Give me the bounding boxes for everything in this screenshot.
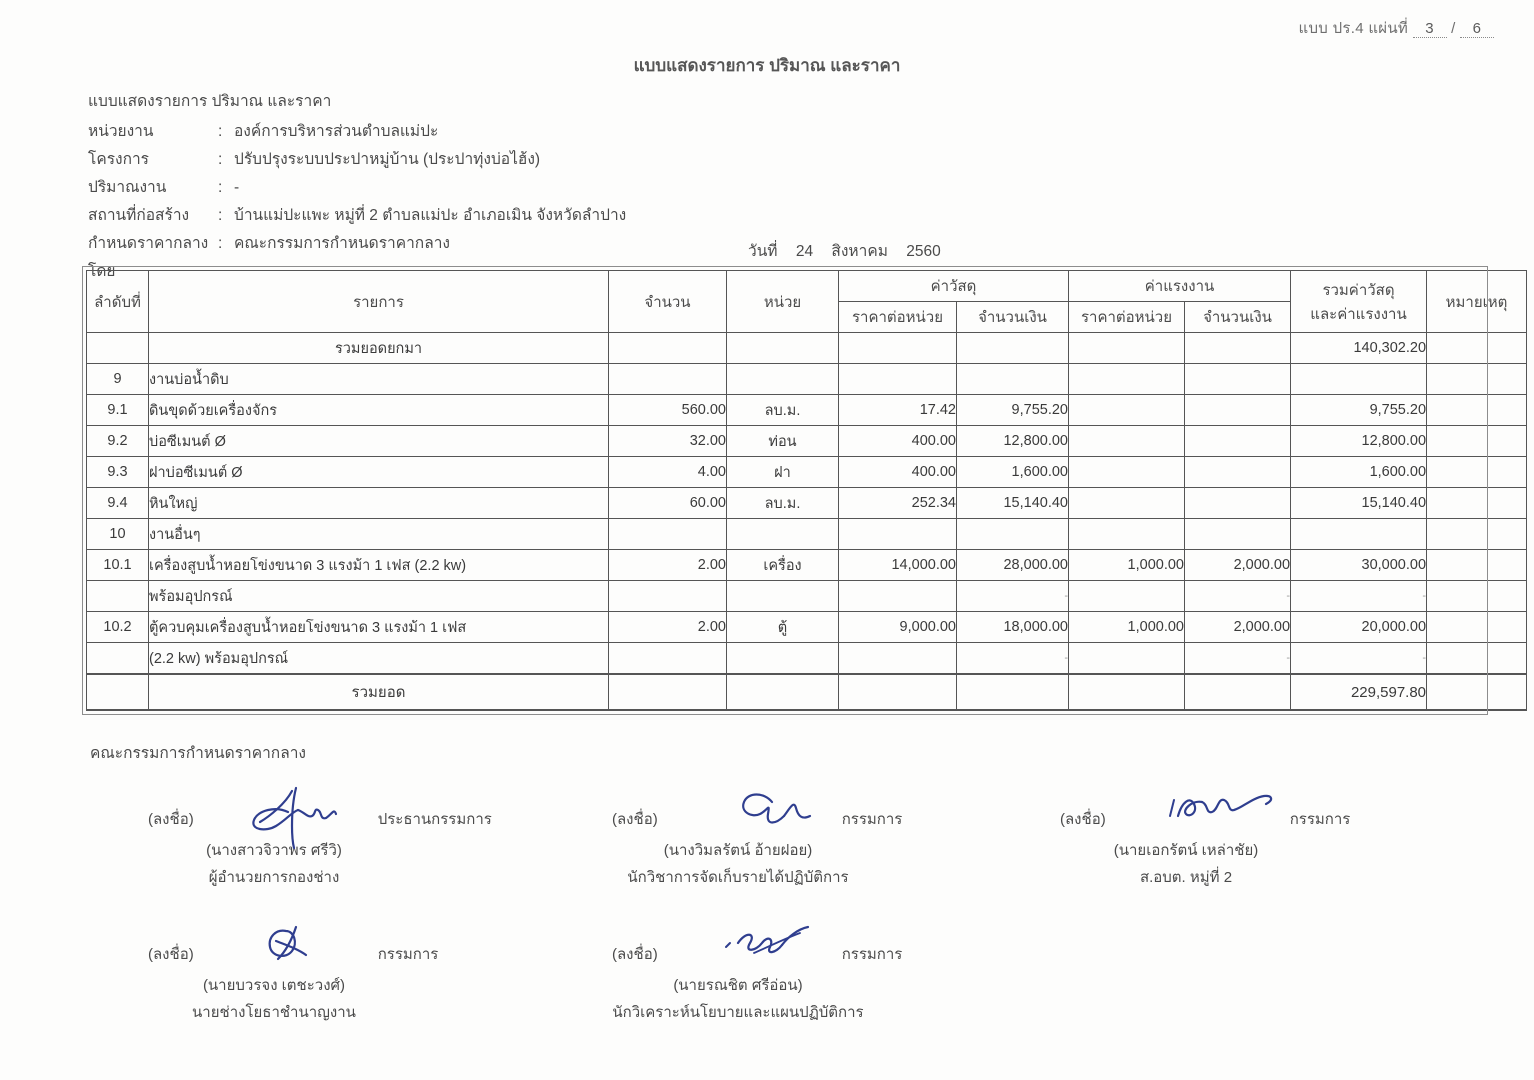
cell-material-unit-price: 400.00 xyxy=(839,457,957,488)
cell-description: งานบ่อน้ำดิบ xyxy=(149,364,609,395)
signature-position: นักวิเคราะห์นโยบายและแผนปฏิบัติการ xyxy=(612,1004,864,1021)
cell-remark xyxy=(1427,612,1527,643)
cell-description: งานอื่นๆ xyxy=(149,519,609,550)
cell-material-amount: 12,800.00 xyxy=(957,426,1069,457)
total-seq-cell xyxy=(87,674,149,710)
cell-seq: 10.1 xyxy=(87,550,149,581)
header-combined-total xyxy=(1291,271,1427,333)
cell-quantity xyxy=(609,333,727,364)
cell-labor-amount: 2,000.00 xyxy=(1185,550,1291,581)
meta-colon-agency: : xyxy=(218,123,223,140)
total-labor-amount xyxy=(1185,674,1291,710)
cell-combined-total: 1,600.00 xyxy=(1291,457,1427,488)
header-labor-unit-price: ราคาต่อหน่วย xyxy=(1069,302,1185,333)
cell-labor-amount: - xyxy=(1185,643,1291,675)
cell-combined-total xyxy=(1291,364,1427,395)
cell-labor-unit-price: 1,000.00 xyxy=(1069,612,1185,643)
cell-remark xyxy=(1427,488,1527,519)
cell-material-unit-price xyxy=(839,581,957,612)
cell-description: หินใหญ่ xyxy=(149,488,609,519)
cell-labor-unit-price xyxy=(1069,426,1185,457)
cell-combined-total: 15,140.40 xyxy=(1291,488,1427,519)
cell-unit: ท่อน xyxy=(727,426,839,457)
cell-material-amount: - xyxy=(957,643,1069,675)
cell-material-amount: 28,000.00 xyxy=(957,550,1069,581)
meta-value-agency: องค์การบริหารส่วนตำบลแม่ปะ xyxy=(234,123,439,140)
cell-remark xyxy=(1427,519,1527,550)
total-material-amount xyxy=(957,674,1069,710)
table-row xyxy=(87,643,1527,675)
cell-labor-unit-price xyxy=(1069,457,1185,488)
cell-seq: 9 xyxy=(87,364,149,395)
cell-quantity xyxy=(609,581,727,612)
signature-line xyxy=(612,937,902,971)
signature-block-committee-1 xyxy=(612,802,902,889)
cell-material-unit-price: 400.00 xyxy=(839,426,957,457)
cell-description: ตู้ควบคุมเครื่องสูบน้ำหอยโข่งขนาด 3 แรงม้า 1 เฟส xyxy=(149,612,609,643)
cell-material-unit-price xyxy=(839,333,957,364)
total-label: รวมยอด xyxy=(149,674,609,710)
header-labor-amount: จำนวนเงิน xyxy=(1185,302,1291,333)
cell-quantity: 4.00 xyxy=(609,457,727,488)
cell-labor-amount xyxy=(1185,457,1291,488)
signature-slot[interactable] xyxy=(1112,802,1280,836)
cell-seq xyxy=(87,333,149,364)
sign-prefix: (ลงชื่อ) xyxy=(612,946,658,963)
cell-combined-total: - xyxy=(1291,581,1427,612)
cell-material-unit-price xyxy=(839,643,957,675)
cell-unit xyxy=(727,581,839,612)
sign-prefix: (ลงชื่อ) xyxy=(148,946,194,963)
signature-role: กรรมการ xyxy=(1289,811,1351,828)
cell-unit: ฝา xyxy=(727,457,839,488)
cell-combined-total: - xyxy=(1291,643,1427,675)
cell-quantity: 2.00 xyxy=(609,550,727,581)
cell-labor-amount: - xyxy=(1185,581,1291,612)
cell-material-amount xyxy=(957,519,1069,550)
cell-material-unit-price: 252.34 xyxy=(839,488,957,519)
signature-name: (นายรณชิต ศรีอ่อน) xyxy=(673,977,803,994)
cell-material-unit-price xyxy=(839,364,957,395)
signature-role: ประธานกรรมการ xyxy=(377,811,492,828)
meta-label-work-quantity: ปริมาณงาน xyxy=(88,179,167,196)
cell-description: พร้อมอุปกรณ์ xyxy=(149,581,609,612)
signature-slot[interactable] xyxy=(664,802,832,836)
cell-seq xyxy=(87,643,149,675)
signature-block-chairman xyxy=(148,802,492,889)
cell-material-amount: 1,600.00 xyxy=(957,457,1069,488)
table-row xyxy=(87,333,1527,364)
cell-description: ดินขุดด้วยเครื่องจักร xyxy=(149,395,609,426)
cell-quantity: 32.00 xyxy=(609,426,727,457)
header-combined-total-line1: รวมค่าวัสดุ xyxy=(1322,281,1395,299)
cell-labor-unit-price xyxy=(1069,395,1185,426)
cell-material-amount xyxy=(957,364,1069,395)
cell-combined-total: 12,800.00 xyxy=(1291,426,1427,457)
cell-quantity: 2.00 xyxy=(609,612,727,643)
table-row xyxy=(87,426,1527,457)
cell-seq xyxy=(87,581,149,612)
header-unit: หน่วย xyxy=(727,271,839,333)
signature-name: (นายบวรจง เตชะวงศ์) xyxy=(202,977,346,994)
signature-role: กรรมการ xyxy=(841,811,903,828)
total-material-unit-price-cell xyxy=(839,674,957,710)
cell-quantity xyxy=(609,519,727,550)
cell-quantity xyxy=(609,643,727,675)
total-unit-cell xyxy=(727,674,839,710)
table-row xyxy=(87,457,1527,488)
cell-combined-total xyxy=(1291,519,1427,550)
cell-labor-amount xyxy=(1185,364,1291,395)
cell-description: รวมยอดยกมา xyxy=(149,333,609,364)
meta-label-agency: หน่วยงาน xyxy=(88,123,154,140)
cell-material-unit-price xyxy=(839,519,957,550)
table-row xyxy=(87,395,1527,426)
form-code-separator: / xyxy=(1451,20,1456,37)
cell-labor-unit-price xyxy=(1069,643,1185,675)
cell-description: เครื่องสูบน้ำหอยโข่งขนาด 3 แรงม้า 1 เฟส (2.2 kw) xyxy=(149,550,609,581)
form-code-prefix: แบบ ปร.4 แผ่นที่ xyxy=(1298,20,1409,37)
signature-line xyxy=(148,937,438,971)
cell-labor-unit-price xyxy=(1069,581,1185,612)
sign-prefix: (ลงชื่อ) xyxy=(612,811,658,828)
table-body xyxy=(87,333,1527,711)
header-combined-total-line2: และค่าแรงงาน xyxy=(1310,305,1407,323)
handwritten-signature-icon xyxy=(200,921,368,981)
cell-material-amount: - xyxy=(957,581,1069,612)
cell-remark xyxy=(1427,457,1527,488)
header-material-amount: จำนวนเงิน xyxy=(957,302,1069,333)
cell-seq: 9.3 xyxy=(87,457,149,488)
header-labor-group: ค่าแรงงาน xyxy=(1069,271,1291,302)
date-day: 24 xyxy=(795,243,814,260)
meta-heading: แบบแสดงรายการ ปริมาณ และราคา xyxy=(88,93,332,110)
meta-value-project: ปรับปรุงระบบประปาหมู่บ้าน (ประปาทุ่งบ่อไฮ้ง) xyxy=(234,151,541,168)
signature-slot[interactable] xyxy=(664,937,832,971)
form-code-total-sheets: 6 xyxy=(1460,20,1494,38)
cell-seq: 9.1 xyxy=(87,395,149,426)
signature-position: ส.อบต. หมู่ที่ 2 xyxy=(1139,869,1233,886)
total-remark xyxy=(1427,674,1527,710)
cell-labor-amount xyxy=(1185,426,1291,457)
cell-material-unit-price: 14,000.00 xyxy=(839,550,957,581)
cell-quantity: 560.00 xyxy=(609,395,727,426)
handwritten-signature-icon xyxy=(664,786,832,846)
committee-heading: คณะกรรมการกำหนดราคากลาง xyxy=(90,745,306,762)
cell-combined-total: 20,000.00 xyxy=(1291,612,1427,643)
date-month: สิงหาคม xyxy=(831,243,888,260)
cell-seq: 10 xyxy=(87,519,149,550)
document-date xyxy=(748,238,955,263)
meta-colon-project: : xyxy=(218,151,223,168)
meta-value-location: บ้านแม่ปะแพะ หมู่ที่ 2 ตำบลแม่ปะ อำเภอเมิน จังหวัดลำปาง xyxy=(234,207,627,224)
header-seq: ลำดับที่ xyxy=(87,271,149,333)
cell-unit: ลบ.ม. xyxy=(727,395,839,426)
cell-unit: เครื่อง xyxy=(727,550,839,581)
meta-label-project: โครงการ xyxy=(88,151,150,168)
cell-description: บ่อซีเมนต์ Ø xyxy=(149,426,609,457)
cell-material-unit-price: 17.42 xyxy=(839,395,957,426)
cell-labor-amount: 2,000.00 xyxy=(1185,612,1291,643)
cell-unit xyxy=(727,643,839,675)
cell-remark xyxy=(1427,426,1527,457)
cell-material-amount: 9,755.20 xyxy=(957,395,1069,426)
signature-block-committee-4 xyxy=(612,937,902,1024)
cell-unit: ตู้ xyxy=(727,612,839,643)
cell-unit xyxy=(727,333,839,364)
meta-label-priced-by: กำหนดราคากลางโดย xyxy=(88,235,209,280)
cell-labor-unit-price xyxy=(1069,364,1185,395)
signature-line xyxy=(1060,802,1350,836)
page-title: แบบแสดงรายการ ปริมาณ และราคา xyxy=(633,56,901,75)
cell-remark xyxy=(1427,364,1527,395)
cell-seq: 10.2 xyxy=(87,612,149,643)
meta-row-work-quantity xyxy=(88,174,626,202)
meta-value-priced-by: คณะกรรมการกำหนดราคากลาง xyxy=(234,235,450,252)
header-quantity: จำนวน xyxy=(609,271,727,333)
signature-role: กรรมการ xyxy=(841,946,903,963)
cell-unit xyxy=(727,364,839,395)
total-quantity-cell xyxy=(609,674,727,710)
boq-table xyxy=(86,270,1527,711)
signature-name: (นางวิมลรัตน์ อ้ายฝอย) xyxy=(663,842,813,859)
meta-colon-location: : xyxy=(218,207,223,224)
cell-seq: 9.2 xyxy=(87,426,149,457)
cell-remark xyxy=(1427,643,1527,675)
cell-labor-unit-price xyxy=(1069,519,1185,550)
cell-material-amount: 15,140.40 xyxy=(957,488,1069,519)
cell-labor-unit-price: 1,000.00 xyxy=(1069,550,1185,581)
cell-seq: 9.4 xyxy=(87,488,149,519)
handwritten-signature-icon xyxy=(664,921,832,981)
date-label: วันที่ xyxy=(748,243,778,260)
table-row xyxy=(87,581,1527,612)
document-meta xyxy=(88,88,626,286)
meta-colon-priced-by: : xyxy=(218,235,223,252)
handwritten-signature-icon xyxy=(200,786,368,846)
table-header-row-1 xyxy=(87,271,1527,302)
cell-unit: ลบ.ม. xyxy=(727,488,839,519)
signature-line xyxy=(612,802,902,836)
cell-unit xyxy=(727,519,839,550)
signature-block-committee-3 xyxy=(148,937,438,1024)
meta-row-location xyxy=(88,202,626,230)
meta-label-location: สถานที่ก่อสร้าง xyxy=(88,207,190,224)
table-row xyxy=(87,550,1527,581)
meta-row-agency xyxy=(88,118,626,146)
handwritten-signature-icon xyxy=(1112,786,1280,846)
table-row xyxy=(87,364,1527,395)
cell-remark xyxy=(1427,550,1527,581)
table-head xyxy=(87,271,1527,333)
header-material-group: ค่าวัสดุ xyxy=(839,271,1069,302)
table-row xyxy=(87,519,1527,550)
cell-labor-unit-price xyxy=(1069,488,1185,519)
meta-colon-work-quantity: : xyxy=(218,179,223,196)
signature-role: กรรมการ xyxy=(377,946,439,963)
signature-position: ผู้อำนวยการกองช่าง xyxy=(208,869,340,886)
table-total-row xyxy=(87,674,1527,710)
table-row xyxy=(87,612,1527,643)
sign-prefix: (ลงชื่อ) xyxy=(148,811,194,828)
cell-description: (2.2 kw) พร้อมอุปกรณ์ xyxy=(149,643,609,675)
sign-prefix: (ลงชื่อ) xyxy=(1060,811,1106,828)
table-row xyxy=(87,488,1527,519)
header-remark: หมายเหตุ xyxy=(1427,271,1527,333)
meta-value-work-quantity: - xyxy=(234,179,240,196)
cell-material-amount: 18,000.00 xyxy=(957,612,1069,643)
cell-description: ฝาบ่อซีเมนต์ Ø xyxy=(149,457,609,488)
cell-quantity: 60.00 xyxy=(609,488,727,519)
signature-slot[interactable] xyxy=(200,802,368,836)
cell-labor-amount xyxy=(1185,395,1291,426)
header-description: รายการ xyxy=(149,271,609,333)
cell-remark xyxy=(1427,333,1527,364)
boq-table-container xyxy=(86,270,1508,711)
signature-name: (นายเอกรัตน์ เหล่าชัย) xyxy=(1113,842,1259,859)
cell-material-unit-price: 9,000.00 xyxy=(839,612,957,643)
header-material-unit-price: ราคาต่อหน่วย xyxy=(839,302,957,333)
form-code xyxy=(1298,16,1494,40)
meta-row-project xyxy=(88,146,626,174)
cell-combined-total: 30,000.00 xyxy=(1291,550,1427,581)
signature-position: นายช่างโยธาชำนาญงาน xyxy=(192,1004,356,1021)
cell-labor-amount xyxy=(1185,333,1291,364)
total-labor-unit-price-cell xyxy=(1069,674,1185,710)
form-code-sheet: 3 xyxy=(1413,20,1447,38)
signature-name: (นางสาวจิวาพร ศรีวิ) xyxy=(206,842,342,859)
signature-position: นักวิชาการจัดเก็บรายได้ปฏิบัติการ xyxy=(627,869,849,886)
cell-labor-amount xyxy=(1185,519,1291,550)
cell-labor-amount xyxy=(1185,488,1291,519)
total-combined: 229,597.80 xyxy=(1291,674,1427,710)
signature-block-committee-2 xyxy=(1060,802,1350,889)
cell-material-amount xyxy=(957,333,1069,364)
cell-quantity xyxy=(609,364,727,395)
signature-slot[interactable] xyxy=(200,937,368,971)
cell-combined-total: 140,302.20 xyxy=(1291,333,1427,364)
date-year: 2560 xyxy=(906,243,941,260)
cell-remark xyxy=(1427,581,1527,612)
cell-remark xyxy=(1427,395,1527,426)
cell-combined-total: 9,755.20 xyxy=(1291,395,1427,426)
cell-labor-unit-price xyxy=(1069,333,1185,364)
signature-line xyxy=(148,802,492,836)
